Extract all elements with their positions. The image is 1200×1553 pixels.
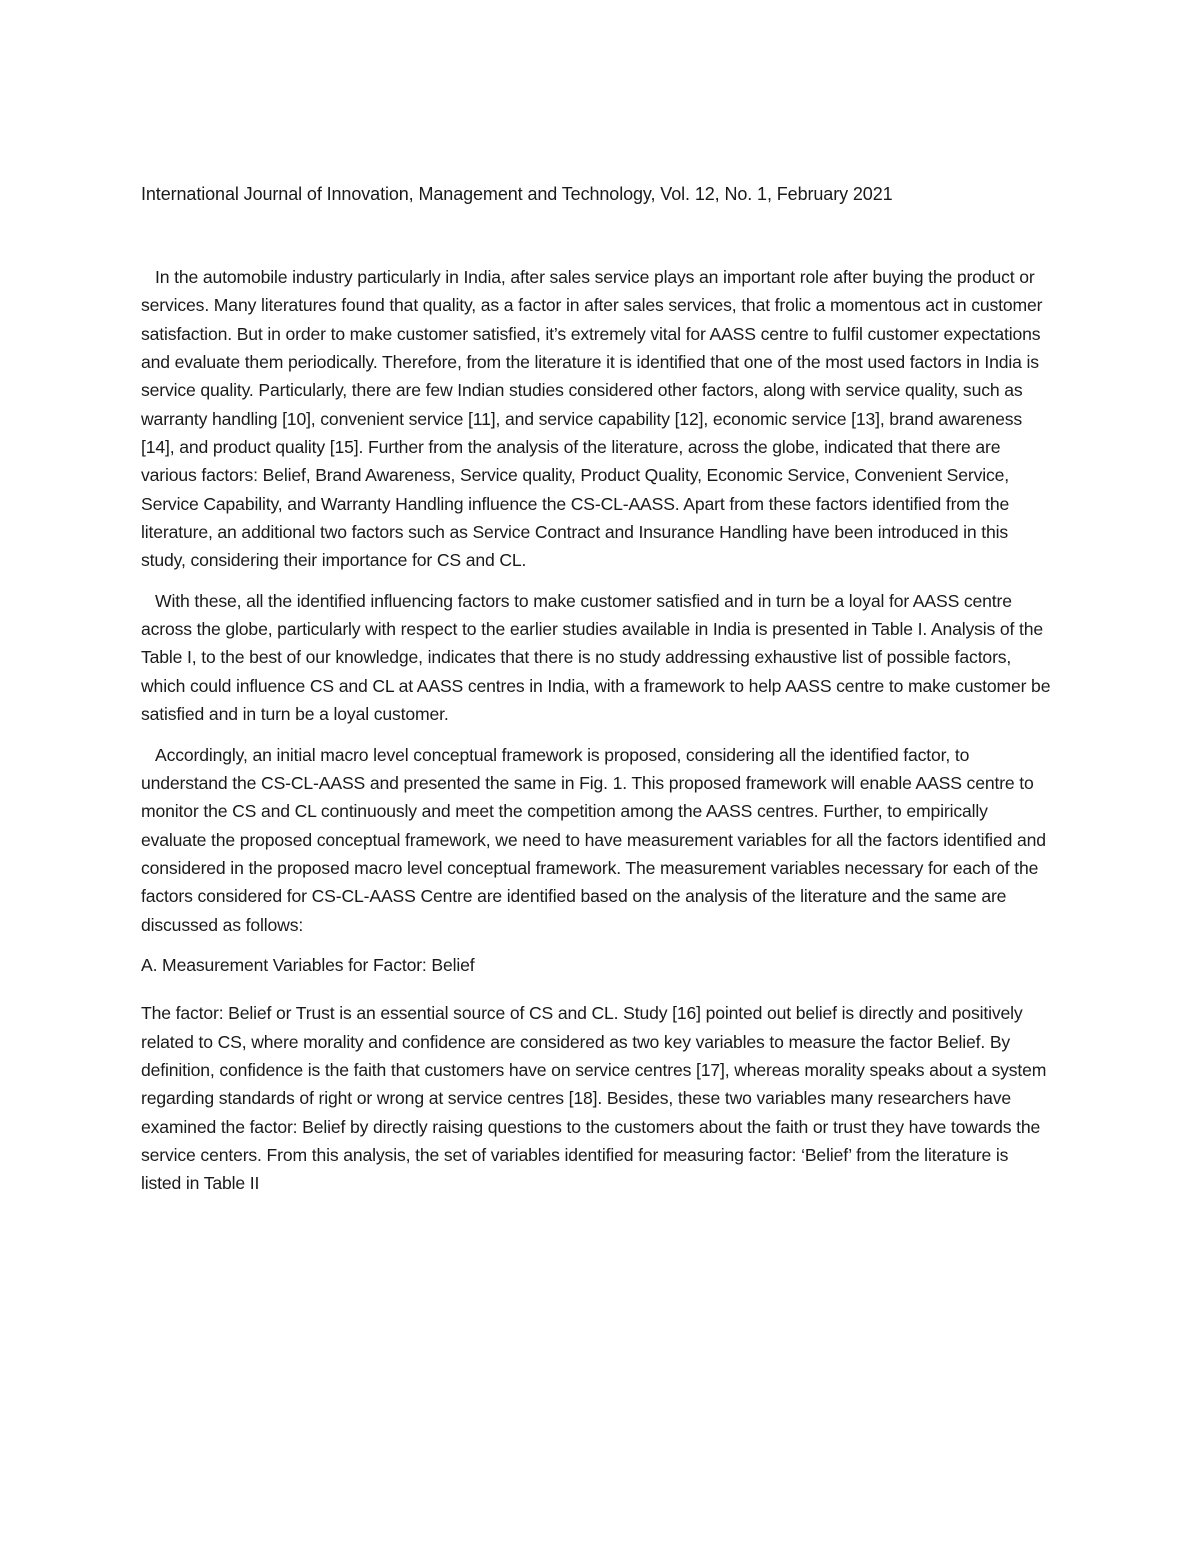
journal-header: International Journal of Innovation, Management and Technology, Vol. 12, No. 1, February 2021 bbox=[141, 184, 893, 204]
article-body bbox=[141, 263, 1053, 1210]
paragraph-factors-table: With these, all the identified influencing factors to make customer satisfied and in turn be a loyal for AASS centre across the globe, particularly with respect to the earlier studies available in India is presented in Table I. Analysis of the Table I, to the best of our knowledge, indicates that there is no study addressing exhaustive list of possible factors, which could influence CS and CL at AASS centres in India, with a framework to help AASS centre to make customer be satisfied and in turn be a loyal customer. bbox=[141, 590, 1051, 725]
paragraph-framework: Accordingly, an initial macro level conceptual framework is proposed, considering all the identified factor, to understand the CS-CL-AASS and presented the same in Fig. 1. This proposed framework will enable AASS centre to monitor the CS and CL continuously and meet the competition among the AASS centres. Further, to empirically evaluate the proposed conceptual framework, we need to have measurement variables for all the factors identified and considered in the proposed macro level conceptual framework. The measurement variables necessary for each of the factors considered for CS-CL-AASS Centre are identified based on the analysis of the literature and the same are discussed as follows: bbox=[141, 744, 1046, 935]
paragraph-intro: In the automobile industry particularly in India, after sales service plays an important role after buying the product or services. Many literatures found that quality, as a factor in after sales services, that frolic a momentous act in customer satisfaction. But in order to make customer satisfied, it’s extremely vital for AASS centre to fulfil customer expectations and evaluate them periodically. Therefore, from the literature it is identified that one of the most used factors in India is service quality. Particularly, there are few Indian studies considered other factors, along with service quality, such as warranty handling [10], convenient service [11], and service capability [12], economic service [13], brand awareness [14], and product quality [15]. Further from the analysis of the literature, across the globe, indicated that there are various factors: Belief, Brand Awareness, Service quality, Product Quality, Economic Service, Convenient Service, Service Capability, and Warranty Handling influence the CS-CL-AASS. Apart from these factors identified from the literature, an additional two factors such as Service Contract and Insurance Handling have been introduced in this study, considering their importance for CS and CL. bbox=[141, 267, 1043, 571]
section-heading-belief: A. Measurement Variables for Factor: Belief bbox=[141, 954, 475, 975]
paragraph-belief: The factor: Belief or Trust is an essential source of CS and CL. Study [16] pointed out belief is directly and positively related to CS, where morality and confidence are considered as two key variables to measure the factor Belief. By definition, confidence is the faith that customers have on service centres [17], whereas morality speaks about a system regarding standards of right or wrong at service centres [18]. Besides, these two variables many researchers have examined the factor: Belief by directly raising questions to the customers about the faith or trust they have towards the service centers. From this analysis, the set of variables identified for measuring factor: ‘Belief’ from the literature is listed in Table II bbox=[141, 1003, 1047, 1194]
